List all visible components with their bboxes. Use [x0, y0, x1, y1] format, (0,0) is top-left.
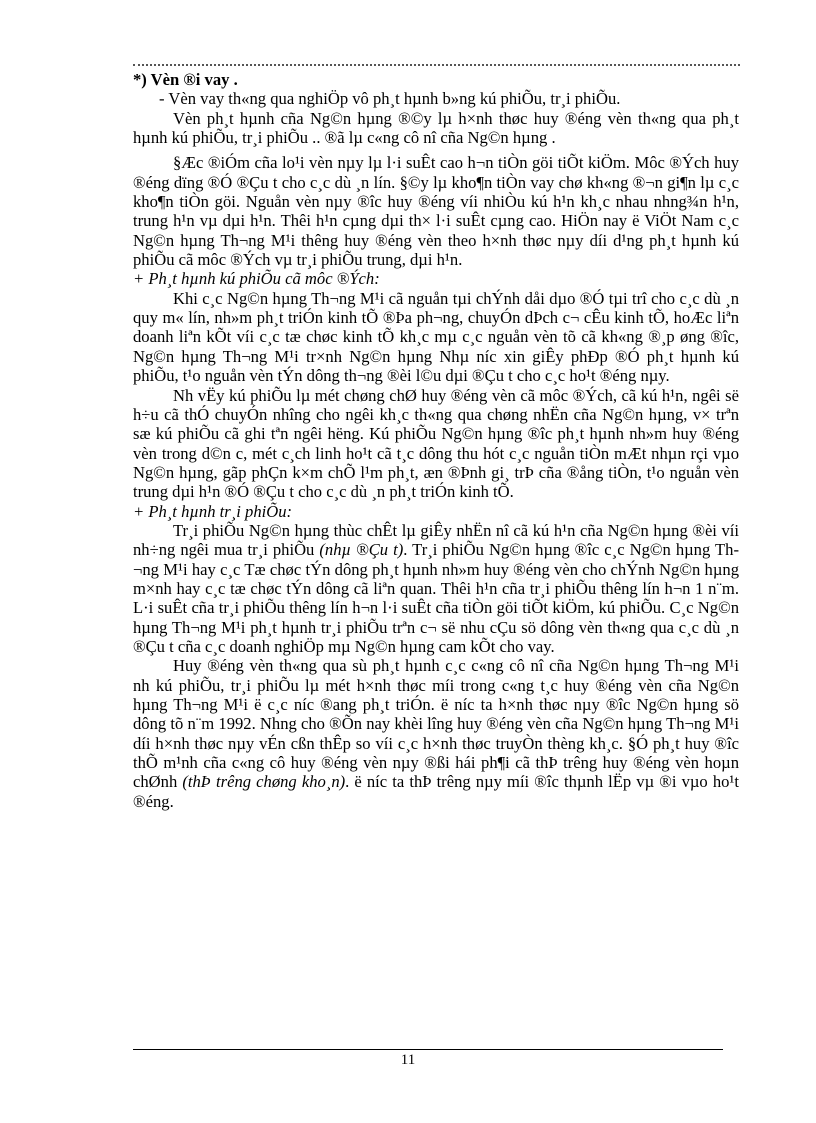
paragraph-5 [133, 521, 739, 656]
subheading-trai-phieu: + Ph¸t hµnh tr¸i phiÕu: [133, 501, 293, 521]
footer-rule [133, 1049, 723, 1050]
section-heading: *) Vèn ®i vay . [133, 70, 238, 89]
paragraph-6-text-a: Huy ®éng vèn th«ng qua sù ph¸t hµnh c¸c c«ng cô nî cña Ng©n hµng Th¬ng M¹i nh kú phiÕu, tr¸i phiÕu lµ mét h×nh thøc míi trong c«ng t¸c huy ®éng vèn cña Ng©n hµng Th¬ng M¹i ë c¸c níc ®ang ph¸t triÓn. ë níc ta h×nh thøc nµy ®îc Ng©n hµng sö dông tõ n¨m 1992. Nhng cho ®Õn nay khèi lîng huy ®éng vèn cña Ng©n hµng Th¬ng M¹i díi h×nh thøc nµy vÉn cßn thÊp so víi c¸c h×nh thøc truyÒn thèng kh¸c. §Ó ph¸t huy ®îc thÕ m¹nh cña c«ng cô huy ®éng vèn nµy ®ßi hái ph¶i cã thÞ trêng huy ®éng vèn hoµn chØnh [133, 656, 739, 792]
paragraph-5-text-c: . Tr¸i phiÕu Ng©n hµng ®îc c¸c Ng©n hµng Th¬ng M¹i hay c¸c Tæ chøc tÝn dông ph¸t hµnh nh»m huy ®éng vèn cho chÝnh Ng©n hµng m×nh hay c¸c tæ chøc tÝn dông cã liªn quan. Thêi h¹n cña tr¸i phiÕu thêng lín h¬n 1 n¨m. L·i suÊt cña tr¸i phiÕu thêng lín h¬n l·i suÊt cña tiÒn göi tiÕt kiÖm, kú phiÕu. C¸c Ng©n hµng Th¬ng M¹i ph¸t hµnh tr¸i phiÕu trªn c¬ së nhu cÇu sö dông vèn th«ng qua c¸c dù ¸n ®Çu t cña c¸c doanh nghiÖp mµ Ng©n hµng cam kÕt cho vay. [133, 540, 739, 656]
paragraph-3: Khi c¸c Ng©n hµng Th¬ng M¹i cã nguån tµi chÝnh dåi dµo ®Ó tµi trî cho c¸c dù ¸n quy m« lín, nh»m ph¸t triÓn kinh tÕ ®Þa ph¬ng, chuyÓn dÞch c¬ cÊu kinh tÕ, hoÆc liªn doanh liªn kÕt víi c¸c tæ chøc kinh tÕ kh¸c mµ c¸c nguån vèn tõ cã kh«ng ®¸p øng ®îc, Ng©n hµng Th¬ng M¹i tr×nh Ng©n hµng Nhµ níc xin giÊy phÐp ®Ó ph¸t hµnh kú phiÕu, t¹o nguån vèn tÝn dông th¬ng ®èi l©u dµi ®Çu t cho c¸c ho¹t ®éng nµy. [133, 288, 739, 386]
page-number: 11 [400, 1052, 416, 1068]
intro-line: - Vèn vay th«ng qua nghiÖp vô ph¸t hµnh b»ng kú phiÕu, tr¸i phiÕu. [159, 89, 621, 109]
paragraph-4: Nh vËy kú phiÕu lµ mét chøng chØ huy ®éng vèn cã môc ®Ých, cã kú h¹n, ngêi së h÷u cã thÓ chuyÓn nhîng cho ngêi kh¸c th«ng qua chøng nhËn cña Ng©n hµng, v× trªn sæ kú phiÕu cã ghi tªn ngêi hëng. Kú phiÕu Ng©n hµng ®îc ph¸t hµnh nh»m huy ®éng vèn trong d©n c, mét c¸ch linh ho¹t cã t¸c dông thu hót c¸c nguån tiÒn mÆt nhµn rçi vµo Ng©n hµng, gãp phÇn k×m chÕ l¹m ph¸t, æn ®Þnh gi¸ trÞ cña ®ång tiÒn, t¹o nguån vèn trung dµi h¹n ®Ó ®Çu t cho c¸c dù ¸n ph¸t triÓn kinh tÕ. [133, 385, 739, 502]
paragraph-5-text-a: Tr¸i phiÕu Ng©n hµng thùc chÊt lµ giÊy nhËn nî cã kú h¹n cña Ng©n hµng ®èi víi nh÷ng ngêi mua tr¸i phiÕu [133, 520, 739, 560]
paragraph-5-italic: (nhµ ®Çu t) [319, 540, 404, 560]
paragraph-1: Vèn ph¸t hµnh cña Ng©n hµng ®©y lµ h×nh thøc huy ®éng vèn th«ng qua ph¸t hµnh kú phiÕu, tr¸i phiÕu .. ®ã lµ c«ng cô nî cña Ng©n hµng . [133, 108, 739, 148]
paragraph-6-italic: (thÞ trêng chøng kho¸n) [182, 772, 346, 792]
document-body [133, 70, 739, 811]
subheading-ky-phieu: + Ph¸t hµnh kú phiÕu cã môc ®Ých: [133, 269, 380, 289]
header-rule [133, 64, 740, 66]
paragraph-6 [133, 656, 739, 811]
paragraph-6-text-c: . ë níc ta thÞ trêng nµy míi ®îc thµnh lËp vµ ®i vµo ho¹t ®éng. [133, 772, 740, 811]
paragraph-2: §Æc ®iÓm cña lo¹i vèn nµy lµ l·i suÊt cao h¬n tiÒn göi tiÕt kiÖm. Môc ®Ých huy ®éng dïng ®Ó ®Çu t cho c¸c dù ¸n lín. §©y lµ kho¶n tiÒn vay chø kh«ng ®¬n gi¶n lµ c¸c kho¶n tiÒn göi. Nguån vèn nµy ®îc huy ®éng víi nhiÒu kú h¹n kh¸c nhau nhng¾n h¹n, trung h¹n vµ dµi h¹n. Thêi h¹n cµng dµi th× l·i suÊt cµng cao. HiÖn nay ë ViÖt Nam c¸c Ng©n hµng Th¬ng M¹i thêng huy ®éng vèn theo h×nh thøc nµy díi d¹ng ph¸t hµnh kú phiÕu cã môc ®Ých vµ tr¸i phiÕu trung, dµi h¹n. [133, 153, 739, 270]
